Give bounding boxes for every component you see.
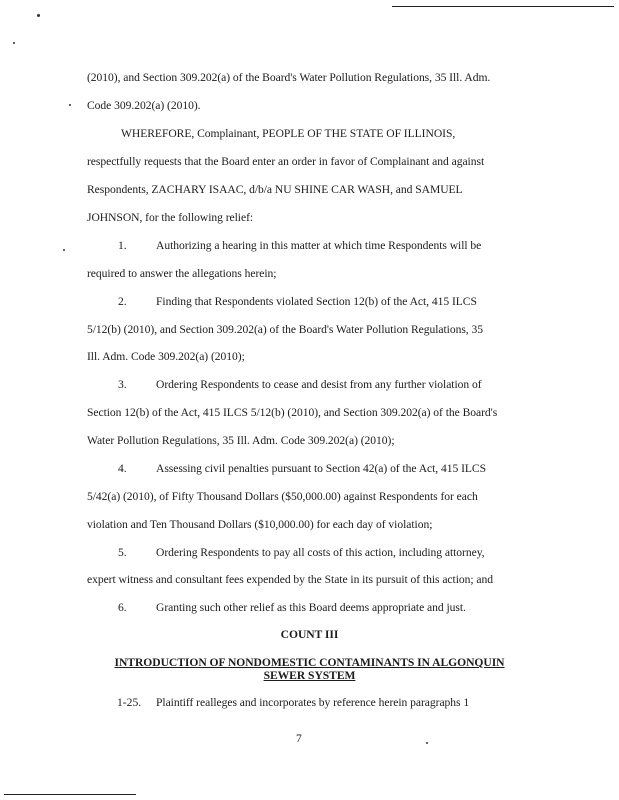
relief-number-5: 5. bbox=[118, 546, 127, 559]
relief-number-2: 2. bbox=[118, 295, 127, 308]
wherefore-line-4: JOHNSON, for the following relief: bbox=[87, 211, 254, 224]
paragraph-1-25-text: Plaintiff realleges and incorporates by reference herein paragraphs 1 bbox=[156, 696, 470, 709]
scan-speck bbox=[13, 42, 15, 44]
relief-3-line-2: Section 12(b) of the Act, 415 ILCS 5/12(b) (2010), and Section 309.202(a) of the Board's bbox=[87, 406, 498, 419]
relief-4-line-1: Assessing civil penalties pursuant to Section 42(a) of the Act, 415 ILCS bbox=[156, 462, 486, 475]
count-title-line-2: SEWER SYSTEM bbox=[263, 669, 356, 682]
wherefore-line-1: WHEREFORE, Complainant, PEOPLE OF THE STATE OF ILLINOIS, bbox=[121, 127, 456, 140]
scan-speck bbox=[37, 14, 40, 17]
count-heading: COUNT III bbox=[280, 628, 339, 641]
scan-speck bbox=[63, 249, 65, 251]
relief-number-4: 4. bbox=[118, 462, 127, 475]
relief-5-line-2: expert witness and consultant fees expended by the State in its pursuit of this action; and bbox=[87, 573, 493, 586]
relief-number-3: 3. bbox=[118, 378, 127, 391]
relief-number-1: 1. bbox=[118, 239, 127, 252]
relief-6-line-1: Granting such other relief as this Board deems appropriate and just. bbox=[156, 601, 466, 614]
relief-number-6: 6. bbox=[118, 601, 127, 614]
continuation-line-2: Code 309.202(a) (2010). bbox=[87, 99, 201, 112]
page-number: 7 bbox=[296, 732, 302, 745]
relief-3-line-1: Ordering Respondents to cease and desist from any further violation of bbox=[156, 378, 482, 391]
relief-2-line-2: 5/12(b) (2010), and Section 309.202(a) of the Board's Water Pollution Regulations, 35 bbox=[87, 323, 483, 336]
scan-speck bbox=[426, 742, 428, 744]
continuation-line-1: (2010), and Section 309.202(a) of the Board's Water Pollution Regulations, 35 Ill. Adm. bbox=[87, 71, 491, 84]
relief-5-line-1: Ordering Respondents to pay all costs of this action, including attorney, bbox=[156, 546, 485, 559]
relief-2-line-1: Finding that Respondents violated Section 12(b) of the Act, 415 ILCS bbox=[156, 295, 477, 308]
scan-speck bbox=[69, 104, 71, 106]
relief-1-line-1: Authorizing a hearing in this matter at which time Respondents will be bbox=[156, 239, 482, 252]
relief-3-line-3: Water Pollution Regulations, 35 Ill. Adm. Code 309.202(a) (2010); bbox=[87, 434, 395, 447]
wherefore-line-3: Respondents, ZACHARY ISAAC, d/b/a NU SHINE CAR WASH, and SAMUEL bbox=[87, 183, 463, 196]
wherefore-line-2: respectfully requests that the Board enter an order in favor of Complainant and against bbox=[87, 155, 485, 168]
relief-4-line-3: violation and Ten Thousand Dollars ($10,000.00) for each day of violation; bbox=[87, 518, 433, 531]
relief-4-line-2: 5/42(a) (2010), of Fifty Thousand Dollars ($50,000.00) against Respondents for each bbox=[87, 490, 478, 503]
top-edge-rule bbox=[392, 6, 614, 7]
footnote-rule bbox=[4, 794, 136, 795]
relief-2-line-3: Ill. Adm. Code 309.202(a) (2010); bbox=[87, 350, 245, 363]
count-title-line-1: INTRODUCTION OF NONDOMESTIC CONTAMINANTS IN ALGONQUIN bbox=[114, 656, 505, 669]
relief-1-line-2: required to answer the allegations herein; bbox=[87, 267, 277, 280]
paragraph-number: 1-25. bbox=[117, 696, 142, 709]
